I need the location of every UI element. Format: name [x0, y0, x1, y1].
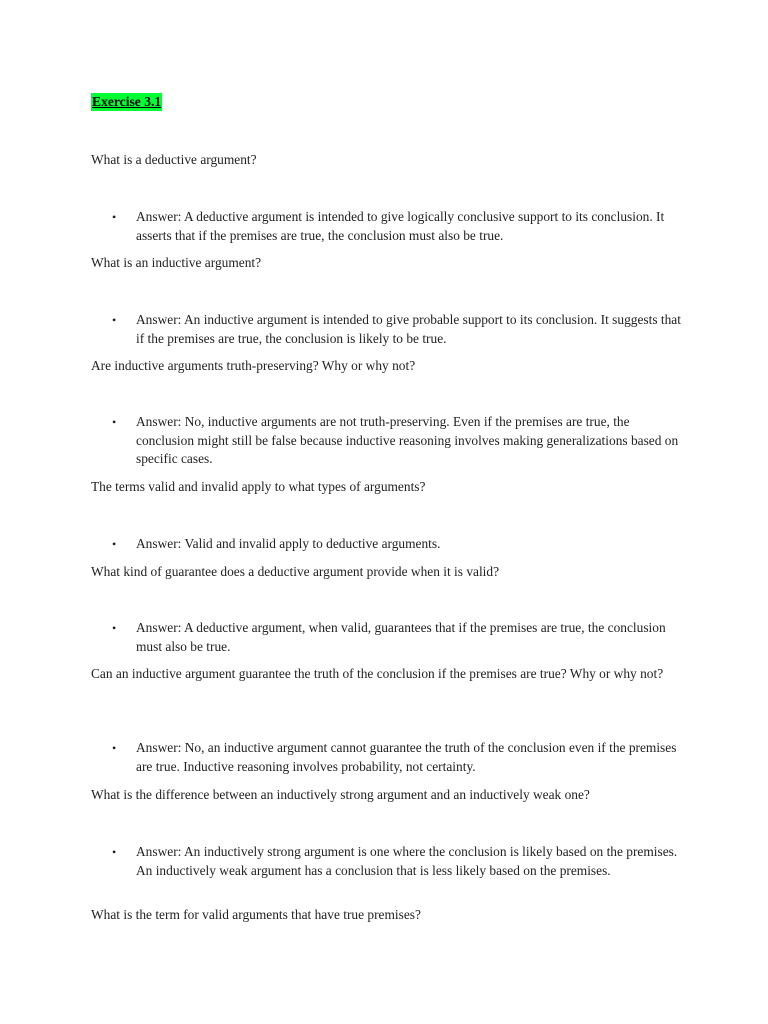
- answer-1: Answer: A deductive argument is intended to give logically conclusive support to its conclusion. It asserts that if the premises are true, the conclusion must also be true.: [136, 209, 665, 243]
- question-3: Are inductive arguments truth-preserving? Why or why not?: [91, 358, 416, 373]
- answer-2: Answer: An inductive argument is intended to give probable support to its conclusion. It suggests that if the premises are true, the conclusion is likely to be true.: [136, 312, 681, 346]
- question-7: What is the difference between an inductively strong argument and an inductively weak one?: [91, 787, 590, 802]
- bullet-icon: •: [112, 313, 117, 327]
- question-8: What is the term for valid arguments that have true premises?: [91, 907, 421, 922]
- answer-3: Answer: No, inductive arguments are not truth-preserving. Even if the premises are true, the conclusion might still be false because inductive reasoning involves making generalizations based on specific cases.: [136, 414, 679, 466]
- answer-5: Answer: A deductive argument, when valid, guarantees that if the premises are true, the conclusion must also be true.: [136, 620, 666, 654]
- answer-6: Answer: No, an inductive argument cannot guarantee the truth of the conclusion even if the premises are true. Inductive reasoning involves probability, not certainty.: [136, 740, 677, 774]
- bullet-icon: •: [112, 537, 117, 551]
- exercise-heading: Exercise 3.1: [92, 94, 162, 109]
- answer-7: Answer: An inductively strong argument is one where the conclusion is likely based on the premises. An inductively weak argument has a conclusion that is less likely based on the premises.: [136, 844, 678, 878]
- question-4: The terms valid and invalid apply to what types of arguments?: [91, 479, 426, 494]
- bullet-icon: •: [112, 415, 117, 429]
- question-2: What is an inductive argument?: [91, 255, 262, 270]
- bullet-icon: •: [112, 210, 117, 224]
- bullet-icon: •: [112, 741, 117, 755]
- answer-4: Answer: Valid and invalid apply to deductive arguments.: [136, 536, 441, 551]
- question-6: Can an inductive argument guarantee the truth of the conclusion if the premises are true? Why or why not?: [91, 666, 664, 681]
- bullet-icon: •: [112, 621, 117, 635]
- question-5: What kind of guarantee does a deductive argument provide when it is valid?: [91, 564, 500, 579]
- bullet-icon: •: [112, 845, 117, 859]
- question-1: What is a deductive argument?: [91, 152, 257, 167]
